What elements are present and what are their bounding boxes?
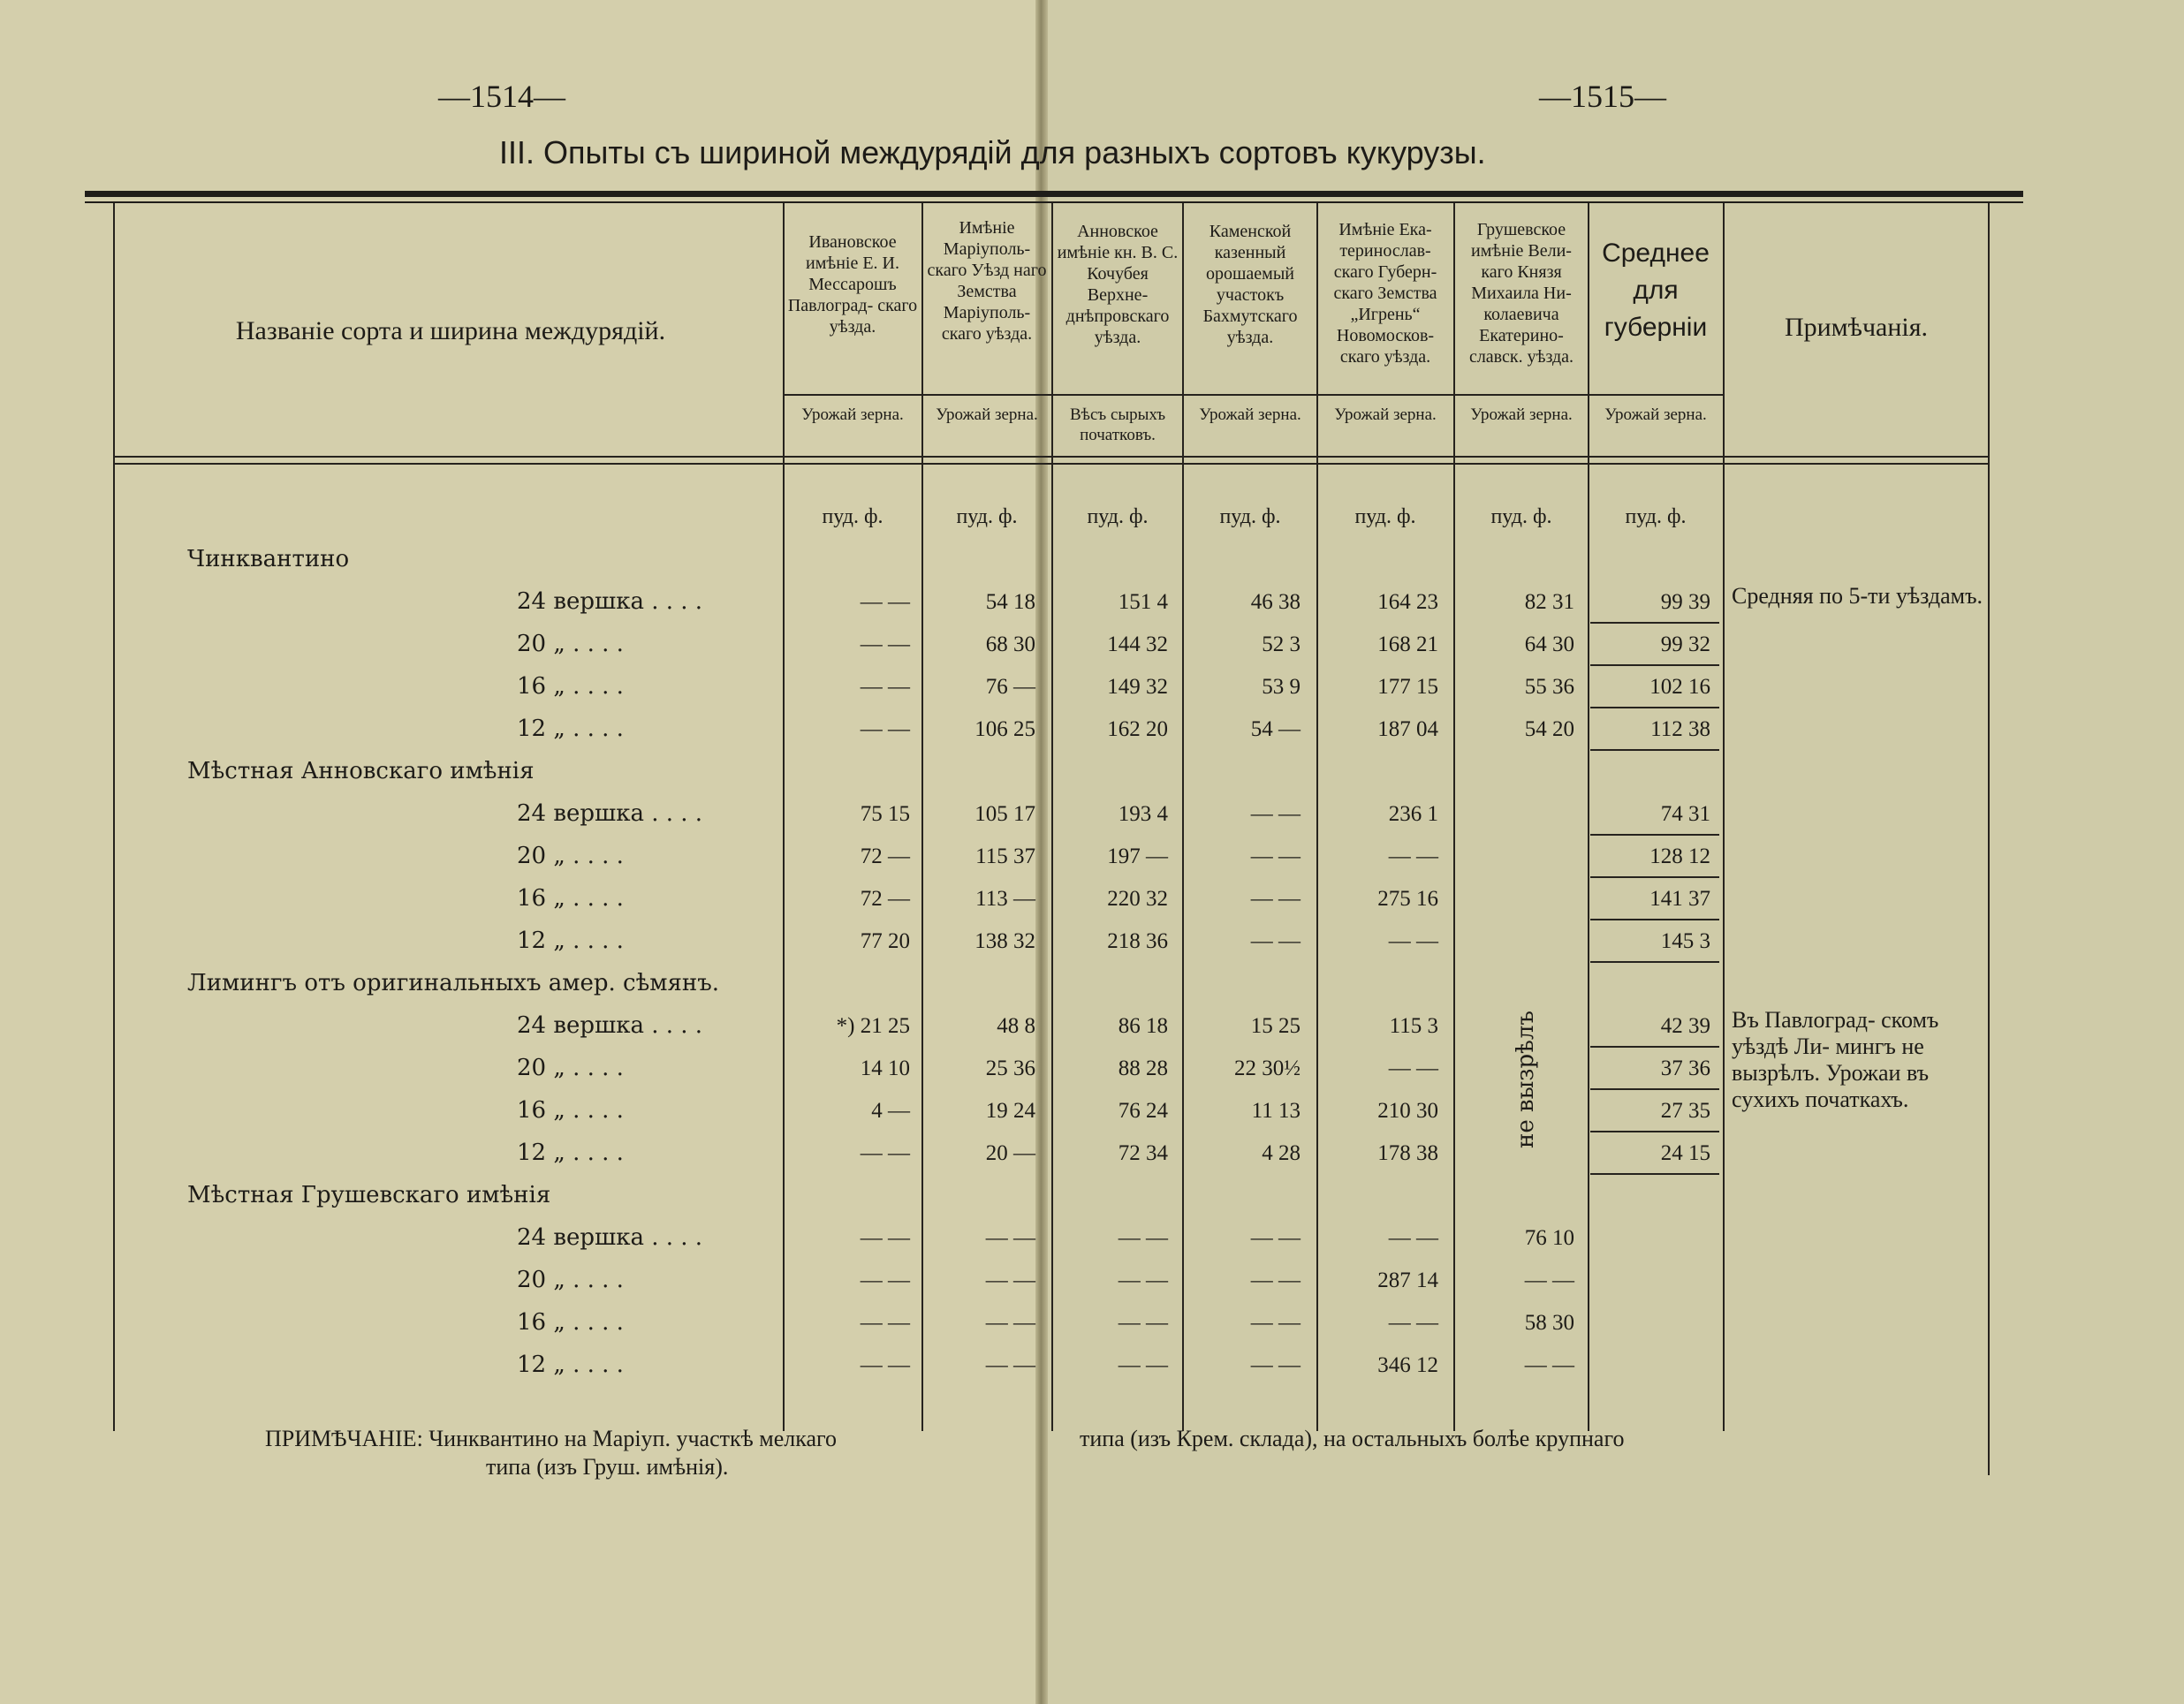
table-cell: 275 16 — [1377, 887, 1438, 911]
table-cell: — — — [1250, 1226, 1301, 1250]
table-cell: 162 20 — [1107, 717, 1168, 741]
table-cell: 151 4 — [1118, 590, 1168, 614]
table-cell: 168 21 — [1377, 632, 1438, 656]
row-label: 24 вершка . . . . — [517, 1224, 703, 1251]
header-estate-3: Анновское имѣніе кн. В. С. Кочубея Верхне- днѣпровскаго уѣзда. — [1057, 222, 1179, 347]
table-cell: — — — [860, 1141, 910, 1165]
header-estate-5: Имѣніе Ека- теринослав- скаго Губерн- скаго Земства „Игрень“ Новомосков- скаго уѣзда. — [1333, 220, 1437, 367]
table-cell: 178 38 — [1377, 1141, 1438, 1165]
table-cell: — — — [985, 1226, 1035, 1250]
table-cell: — — — [1388, 844, 1438, 868]
table-cell: — — — [1250, 887, 1301, 911]
table-cell: 115 37 — [975, 844, 1035, 868]
table-cell: — — — [1250, 929, 1301, 953]
average-underline — [1590, 1088, 1719, 1090]
table-cell: 74 31 — [1660, 802, 1710, 826]
row-label: 20 „ . . . . — [517, 1267, 624, 1293]
table-cell: 144 32 — [1107, 632, 1168, 656]
table-cell: — — — [1388, 1056, 1438, 1080]
table-cell: 52 3 — [1262, 632, 1301, 656]
table-cell: 99 39 — [1660, 590, 1710, 614]
header-name-col: Названіе сорта и ширина междурядій. — [235, 316, 666, 345]
row-label: 20 „ . . . . — [517, 631, 624, 657]
footnote-right: типа (изъ Крем. склада), на остальныхъ болѣе крупнаго — [1080, 1426, 1625, 1451]
average-underline — [1590, 834, 1719, 836]
table-cell: 46 38 — [1250, 590, 1301, 614]
table-cell: 76 — — [985, 675, 1035, 699]
table-cell: 68 30 — [985, 632, 1035, 656]
table-cell: — — — [1250, 1353, 1301, 1377]
table-cell: 82 31 — [1524, 590, 1574, 614]
page-number-left: —1514— — [438, 79, 565, 114]
table-cell: — — — [860, 1226, 910, 1250]
table-cell: 19 24 — [985, 1099, 1035, 1123]
table-cell: 72 34 — [1118, 1141, 1168, 1165]
table-title: III. Опыты съ шириной междурядій для разныхъ сортовъ кукурузы. — [499, 134, 1486, 170]
table-cell: 37 36 — [1660, 1056, 1710, 1080]
table-cell: 15 25 — [1250, 1014, 1301, 1038]
header-estate-4: Каменской казенный орошаемый участокъ Бахмутскаго уѣзда. — [1202, 222, 1298, 347]
table-cell: — — — [985, 1353, 1035, 1377]
col-line-0 — [113, 203, 115, 1431]
table-cell: 54 — — [1250, 717, 1301, 741]
table-cell: 72 — — [860, 844, 910, 868]
note-chinkvantino: Средняя по 5-ти уѣздамъ. — [1732, 583, 1983, 609]
table-cell: 141 37 — [1649, 887, 1710, 911]
average-underline — [1590, 1046, 1719, 1048]
table-cell: 220 32 — [1107, 887, 1168, 911]
average-underline — [1590, 1173, 1719, 1175]
table-cell: 236 1 — [1388, 802, 1438, 826]
row-label: 16 „ . . . . — [517, 1309, 624, 1336]
table-cell: 128 12 — [1649, 844, 1710, 868]
row-label: 16 „ . . . . — [517, 885, 624, 912]
table-cell: — — — [1524, 1269, 1574, 1292]
table-cell: 14 10 — [860, 1056, 910, 1080]
table-cell: 218 36 — [1107, 929, 1168, 953]
table-cell: 4 — — [871, 1099, 910, 1123]
table-cell: 11 13 — [1251, 1099, 1301, 1123]
col-line-1 — [783, 203, 785, 1431]
row-label: 16 „ . . . . — [517, 1097, 624, 1124]
table-cell: 197 — — [1107, 844, 1168, 868]
col-line-4 — [1182, 203, 1184, 1431]
table-cell: — — — [1250, 1311, 1301, 1335]
table-cell: — — — [985, 1311, 1035, 1335]
col-line-3 — [1051, 203, 1053, 1431]
table-cell: — — — [1118, 1269, 1168, 1292]
table-cell: 64 30 — [1524, 632, 1574, 656]
row-label: 24 вершка . . . . — [517, 1012, 703, 1039]
table-cell: — — — [1388, 1226, 1438, 1250]
table-cell: — — — [860, 675, 910, 699]
group-title: Лимингъ отъ оригинальныхъ амер. сѣмянъ. — [187, 970, 720, 996]
units-4: пуд. ф. — [1219, 505, 1281, 528]
table-cell: 112 38 — [1650, 717, 1710, 741]
average-underline — [1590, 961, 1719, 963]
units-7: пуд. ф. — [1625, 505, 1687, 528]
row-label: 16 „ . . . . — [517, 673, 624, 700]
table-cell: 22 30½ — [1234, 1056, 1301, 1080]
footnote-left: ПРИМѢЧАНІЕ: Чинквантино на Маріуп. участкѣ мелкаго — [265, 1426, 838, 1451]
table-cell: 76 10 — [1524, 1226, 1574, 1250]
header-rule — [113, 456, 1988, 458]
table-cell: — — — [985, 1269, 1035, 1292]
subheader-3: Вѣсъ сырыхъ початковъ. — [1069, 405, 1166, 444]
row-label: 24 вершка . . . . — [517, 588, 703, 615]
units-2: пуд. ф. — [956, 505, 1018, 528]
top-rule-thin — [85, 201, 2023, 203]
subheader-1: Урожай зерна. — [801, 405, 904, 424]
row-label: 12 „ . . . . — [517, 1352, 624, 1378]
table-cell: 99 32 — [1660, 632, 1710, 656]
table-cell: 27 35 — [1660, 1099, 1710, 1123]
subheader-6: Урожай зерна. — [1470, 405, 1573, 424]
table-cell: — — — [1118, 1311, 1168, 1335]
table-cell: 149 32 — [1107, 675, 1168, 699]
table-cell: 115 3 — [1389, 1014, 1438, 1038]
table-cell: 20 — — [985, 1141, 1035, 1165]
table-cell: — — — [1118, 1353, 1168, 1377]
average-underline — [1590, 707, 1719, 708]
table-cell: — — — [860, 717, 910, 741]
table-cell: 77 20 — [860, 929, 910, 953]
table-cell: *) 21 25 — [836, 1014, 910, 1038]
subheader-7: Урожай зерна. — [1604, 405, 1707, 424]
table-cell: 193 4 — [1118, 802, 1168, 826]
col-line-2 — [921, 203, 923, 1431]
col-line-9 — [1988, 203, 1990, 1475]
table-cell: 210 30 — [1377, 1099, 1438, 1123]
group-title: Мѣстная Грушевскаго имѣнія — [187, 1182, 551, 1208]
table-cell: 86 18 — [1118, 1014, 1168, 1038]
average-underline — [1590, 749, 1719, 751]
header-rule-2 — [113, 463, 1988, 465]
units-5: пуд. ф. — [1354, 505, 1416, 528]
table-cell: 88 28 — [1118, 1056, 1168, 1080]
row-label: 12 „ . . . . — [517, 1140, 624, 1166]
table-cell: 177 15 — [1377, 675, 1438, 699]
row-label: 12 „ . . . . — [517, 928, 624, 954]
table-cell: — — — [1250, 844, 1301, 868]
table-cell: — — — [1250, 1269, 1301, 1292]
average-underline — [1590, 876, 1719, 878]
header-estate-1: Ивановское имѣніе Е. И. Мессарошъ Павлоград- скаго уѣзда. — [787, 232, 918, 337]
units-6: пуд. ф. — [1490, 505, 1552, 528]
table-cell: 106 25 — [974, 717, 1035, 741]
group-title: Мѣстная Анновскаго имѣнія — [187, 758, 535, 784]
note-liming: Въ Павлоград- скомъ уѣздѣ Ли- мингъ не вызрѣлъ. Урожаи въ сухихъ початкахъ. — [1732, 1007, 1939, 1112]
group-title: Чинквантино — [187, 546, 350, 572]
table-cell: 53 9 — [1262, 675, 1301, 699]
page-number-right: —1515— — [1539, 79, 1666, 114]
table-cell: — — — [1250, 802, 1301, 826]
table-cell: 24 15 — [1660, 1141, 1710, 1165]
table-cell: — — — [1524, 1353, 1574, 1377]
table-cell: — — — [860, 1311, 910, 1335]
row-label: 20 „ . . . . — [517, 843, 624, 869]
subheader-2: Урожай зерна. — [936, 405, 1038, 424]
table-cell: 42 39 — [1660, 1014, 1710, 1038]
col-line-8 — [1723, 203, 1725, 1431]
row-label: 24 вершка . . . . — [517, 800, 703, 827]
average-underline — [1590, 1131, 1719, 1132]
table-cell: 105 17 — [974, 802, 1035, 826]
table-cell: 164 23 — [1377, 590, 1438, 614]
table-cell: 113 — — [975, 887, 1035, 911]
footnote-left-2: типа (изъ Груш. имѣнія). — [486, 1454, 729, 1480]
table-cell: 54 18 — [985, 590, 1035, 614]
table-cell: — — — [1118, 1226, 1168, 1250]
table-cell: — — — [860, 632, 910, 656]
table-cell: 4 28 — [1262, 1141, 1301, 1165]
subheader-rule — [783, 394, 1723, 396]
table-cell: 346 12 — [1377, 1353, 1438, 1377]
table-cell: 187 04 — [1377, 717, 1438, 741]
table-cell: 72 — — [860, 887, 910, 911]
not-ripened-note: не вызрѣлъ — [1513, 1011, 1539, 1148]
table-cell: 145 3 — [1660, 929, 1710, 953]
table-cell: 287 14 — [1377, 1269, 1438, 1292]
row-label: 12 „ . . . . — [517, 716, 624, 742]
header-estate-2: Имѣніе Маріуполь- скаго Уѣзд наго Земства Маріуполь- скаго уѣзда. — [927, 218, 1047, 344]
table-cell: — — — [860, 1269, 910, 1292]
table-cell: 48 8 — [997, 1014, 1035, 1038]
table-cell: 54 20 — [1524, 717, 1574, 741]
table-cell: — — — [860, 590, 910, 614]
table-cell: — — — [1388, 929, 1438, 953]
table-cell: 58 30 — [1524, 1311, 1574, 1335]
average-underline — [1590, 664, 1719, 666]
average-underline — [1590, 919, 1719, 920]
row-label: 20 „ . . . . — [517, 1055, 624, 1081]
subheader-4: Урожай зерна. — [1199, 405, 1301, 424]
table-cell: 25 36 — [985, 1056, 1035, 1080]
table-cell: 55 36 — [1524, 675, 1574, 699]
header-notes-col: Примѣчанія. — [1784, 313, 1929, 342]
subheader-5: Урожай зерна. — [1334, 405, 1437, 424]
table-cell: — — — [860, 1353, 910, 1377]
table-cell: 102 16 — [1649, 675, 1710, 699]
units-1: пуд. ф. — [822, 505, 883, 528]
table-cell: 75 15 — [860, 802, 910, 826]
col-line-6 — [1453, 203, 1455, 1431]
top-rule — [85, 191, 2023, 197]
col-line-5 — [1316, 203, 1318, 1431]
header-estate-6: Грушевское имѣніе Вели- каго Князя Михаила Ни- колаевича Екатерино- славск. уѣзда. — [1468, 220, 1574, 367]
table-cell: 76 24 — [1118, 1099, 1168, 1123]
table-cell: 138 32 — [974, 929, 1035, 953]
average-underline — [1590, 622, 1719, 624]
col-line-7 — [1588, 203, 1589, 1431]
header-avg-col: Среднее для губерніи — [1602, 239, 1710, 342]
table-cell: — — — [1388, 1311, 1438, 1335]
units-3: пуд. ф. — [1087, 505, 1149, 528]
